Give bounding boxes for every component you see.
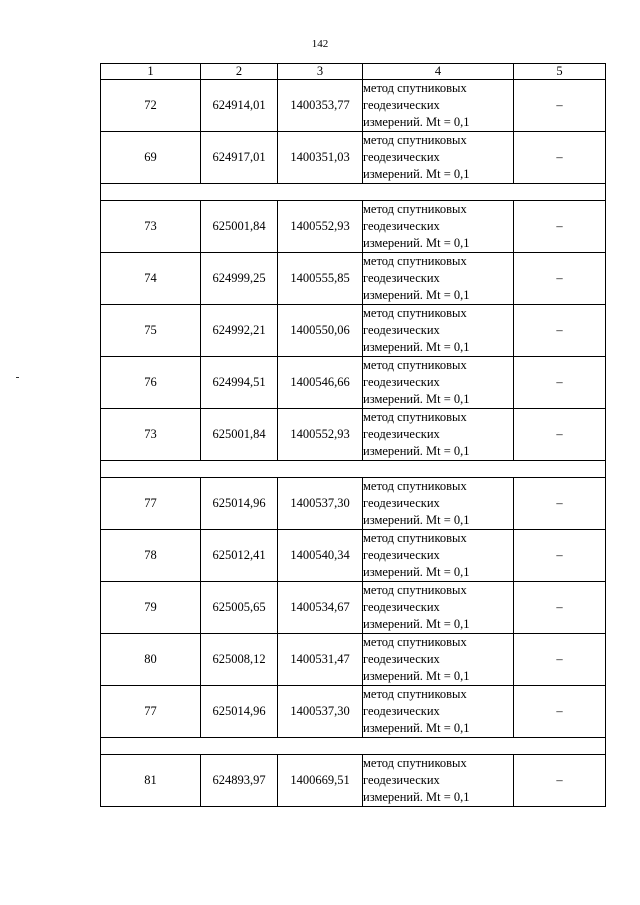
- table-row: [101, 201, 606, 253]
- method-line: геодезических: [363, 548, 440, 562]
- method-line: измерений. Mt = 0,1: [363, 167, 470, 181]
- point-number-cell: 77: [101, 686, 201, 738]
- table-row: [101, 305, 606, 357]
- method-cell: [363, 409, 514, 461]
- method-line: геодезических: [363, 773, 440, 787]
- point-number-cell: 69: [101, 132, 201, 184]
- column-header: 1: [101, 64, 201, 80]
- method-line: измерений. Mt = 0,1: [363, 288, 470, 302]
- point-number-cell: 76: [101, 357, 201, 409]
- point-number-cell: 72: [101, 80, 201, 132]
- note-cell: –: [514, 409, 606, 461]
- separator-cell: [101, 461, 606, 478]
- note-cell: –: [514, 530, 606, 582]
- note-cell: –: [514, 253, 606, 305]
- point-number-cell: 75: [101, 305, 201, 357]
- y-coordinate-cell: 1400540,34: [278, 530, 363, 582]
- method-line: измерений. Mt = 0,1: [363, 790, 470, 804]
- method-line: измерений. Mt = 0,1: [363, 669, 470, 683]
- note-cell: –: [514, 755, 606, 807]
- y-coordinate-cell: 1400552,93: [278, 409, 363, 461]
- table-row: [101, 80, 606, 132]
- y-coordinate-cell: 1400353,77: [278, 80, 363, 132]
- note-cell: –: [514, 686, 606, 738]
- separator-cell: [101, 738, 606, 755]
- table-header-row: [101, 64, 606, 80]
- method-line: геодезических: [363, 652, 440, 666]
- note-cell: –: [514, 201, 606, 253]
- method-line: геодезических: [363, 427, 440, 441]
- y-coordinate-cell: 1400552,93: [278, 201, 363, 253]
- method-cell: [363, 478, 514, 530]
- point-number-cell: 80: [101, 634, 201, 686]
- method-line: измерений. Mt = 0,1: [363, 236, 470, 250]
- method-cell: [363, 357, 514, 409]
- note-cell: –: [514, 582, 606, 634]
- table-row: [101, 253, 606, 305]
- method-cell: [363, 530, 514, 582]
- table-row: [101, 755, 606, 807]
- method-cell: [363, 132, 514, 184]
- note-cell: –: [514, 80, 606, 132]
- method-line: геодезических: [363, 496, 440, 510]
- table-row: [101, 409, 606, 461]
- y-coordinate-cell: 1400534,67: [278, 582, 363, 634]
- method-line: геодезических: [363, 704, 440, 718]
- separator-row: [101, 184, 606, 201]
- method-line: измерений. Mt = 0,1: [363, 392, 470, 406]
- x-coordinate-cell: 624999,25: [201, 253, 278, 305]
- point-number-cell: 79: [101, 582, 201, 634]
- x-coordinate-cell: 624893,97: [201, 755, 278, 807]
- method-line: измерений. Mt = 0,1: [363, 565, 470, 579]
- method-line: измерений. Mt = 0,1: [363, 444, 470, 458]
- method-line: геодезических: [363, 375, 440, 389]
- method-line: метод спутниковых: [363, 756, 467, 770]
- method-cell: [363, 253, 514, 305]
- separator-cell: [101, 184, 606, 201]
- x-coordinate-cell: 625014,96: [201, 686, 278, 738]
- method-line: метод спутниковых: [363, 687, 467, 701]
- y-coordinate-cell: 1400351,03: [278, 132, 363, 184]
- x-coordinate-cell: 625014,96: [201, 478, 278, 530]
- x-coordinate-cell: 625005,65: [201, 582, 278, 634]
- method-cell: [363, 201, 514, 253]
- column-header: 5: [514, 64, 606, 80]
- method-line: геодезических: [363, 600, 440, 614]
- y-coordinate-cell: 1400555,85: [278, 253, 363, 305]
- method-line: измерений. Mt = 0,1: [363, 513, 470, 527]
- point-number-cell: 77: [101, 478, 201, 530]
- method-line: измерений. Mt = 0,1: [363, 340, 470, 354]
- table-row: [101, 132, 606, 184]
- method-line: метод спутниковых: [363, 306, 467, 320]
- table-row: [101, 530, 606, 582]
- table-row: [101, 478, 606, 530]
- x-coordinate-cell: 624914,01: [201, 80, 278, 132]
- method-line: метод спутниковых: [363, 479, 467, 493]
- y-coordinate-cell: 1400669,51: [278, 755, 363, 807]
- note-cell: –: [514, 634, 606, 686]
- table-body: [101, 64, 606, 807]
- method-line: метод спутниковых: [363, 583, 467, 597]
- method-cell: [363, 755, 514, 807]
- y-coordinate-cell: 1400550,06: [278, 305, 363, 357]
- point-number-cell: 73: [101, 409, 201, 461]
- y-coordinate-cell: 1400546,66: [278, 357, 363, 409]
- method-cell: [363, 305, 514, 357]
- note-cell: –: [514, 478, 606, 530]
- x-coordinate-cell: 624994,51: [201, 357, 278, 409]
- note-cell: –: [514, 305, 606, 357]
- method-line: геодезических: [363, 323, 440, 337]
- note-cell: –: [514, 357, 606, 409]
- table-row: [101, 686, 606, 738]
- y-coordinate-cell: 1400537,30: [278, 478, 363, 530]
- method-line: метод спутниковых: [363, 81, 467, 95]
- x-coordinate-cell: 625001,84: [201, 409, 278, 461]
- method-line: метод спутниковых: [363, 202, 467, 216]
- x-coordinate-cell: 625008,12: [201, 634, 278, 686]
- method-line: геодезических: [363, 219, 440, 233]
- y-coordinate-cell: 1400531,47: [278, 634, 363, 686]
- method-line: измерений. Mt = 0,1: [363, 721, 470, 735]
- method-cell: [363, 686, 514, 738]
- table-row: [101, 582, 606, 634]
- x-coordinate-cell: 625012,41: [201, 530, 278, 582]
- column-header: 4: [363, 64, 514, 80]
- method-line: метод спутниковых: [363, 133, 467, 147]
- separator-row: [101, 738, 606, 755]
- point-number-cell: 78: [101, 530, 201, 582]
- coordinates-table: [100, 63, 606, 807]
- y-coordinate-cell: 1400537,30: [278, 686, 363, 738]
- note-cell: –: [514, 132, 606, 184]
- point-number-cell: 74: [101, 253, 201, 305]
- stray-mark: [16, 377, 19, 378]
- table-row: [101, 357, 606, 409]
- method-line: измерений. Mt = 0,1: [363, 617, 470, 631]
- method-line: метод спутниковых: [363, 531, 467, 545]
- method-line: метод спутниковых: [363, 254, 467, 268]
- separator-row: [101, 461, 606, 478]
- method-line: метод спутниковых: [363, 635, 467, 649]
- column-header: 2: [201, 64, 278, 80]
- method-line: геодезических: [363, 271, 440, 285]
- column-header: 3: [278, 64, 363, 80]
- page-number: 142: [311, 38, 329, 50]
- x-coordinate-cell: 625001,84: [201, 201, 278, 253]
- table-row: [101, 634, 606, 686]
- method-line: метод спутниковых: [363, 358, 467, 372]
- point-number-cell: 73: [101, 201, 201, 253]
- method-line: геодезических: [363, 150, 440, 164]
- point-number-cell: 81: [101, 755, 201, 807]
- method-line: геодезических: [363, 98, 440, 112]
- x-coordinate-cell: 624917,01: [201, 132, 278, 184]
- method-cell: [363, 582, 514, 634]
- x-coordinate-cell: 624992,21: [201, 305, 278, 357]
- method-cell: [363, 80, 514, 132]
- method-cell: [363, 634, 514, 686]
- method-line: измерений. Mt = 0,1: [363, 115, 470, 129]
- method-line: метод спутниковых: [363, 410, 467, 424]
